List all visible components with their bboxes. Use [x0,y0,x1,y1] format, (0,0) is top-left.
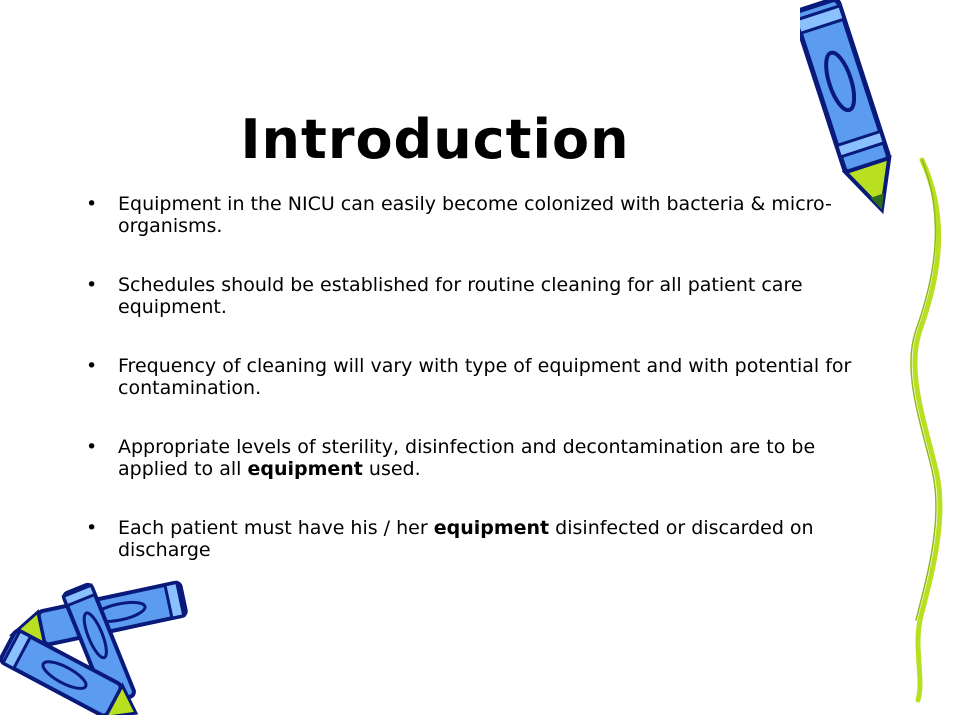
slide-title: Introduction [240,108,630,171]
bullet-symbol: • [86,274,98,296]
bullet-item: • Frequency of cleaning will vary with type of equipment and with potential for contamination. [86,355,852,399]
bullet-item: • Equipment in the NICU can easily become colonized with bacteria & micro-organisms. [86,193,832,237]
bullet-item: • Appropriate levels of sterility, disinfection and decontamination are to be applied to all equipment used. [86,436,816,480]
bullet-symbol: • [86,517,98,539]
bullet-item: • Each patient must have his / her equipment disinfected or discarded on discharge [86,517,814,561]
bullet-symbol: • [86,193,98,215]
bullet-symbol: • [86,355,98,377]
bullet-item: • Schedules should be established for routine cleaning for all patient care equipment. [86,274,803,318]
bullet-list [84,193,864,598]
bullet-symbol: • [86,436,98,458]
